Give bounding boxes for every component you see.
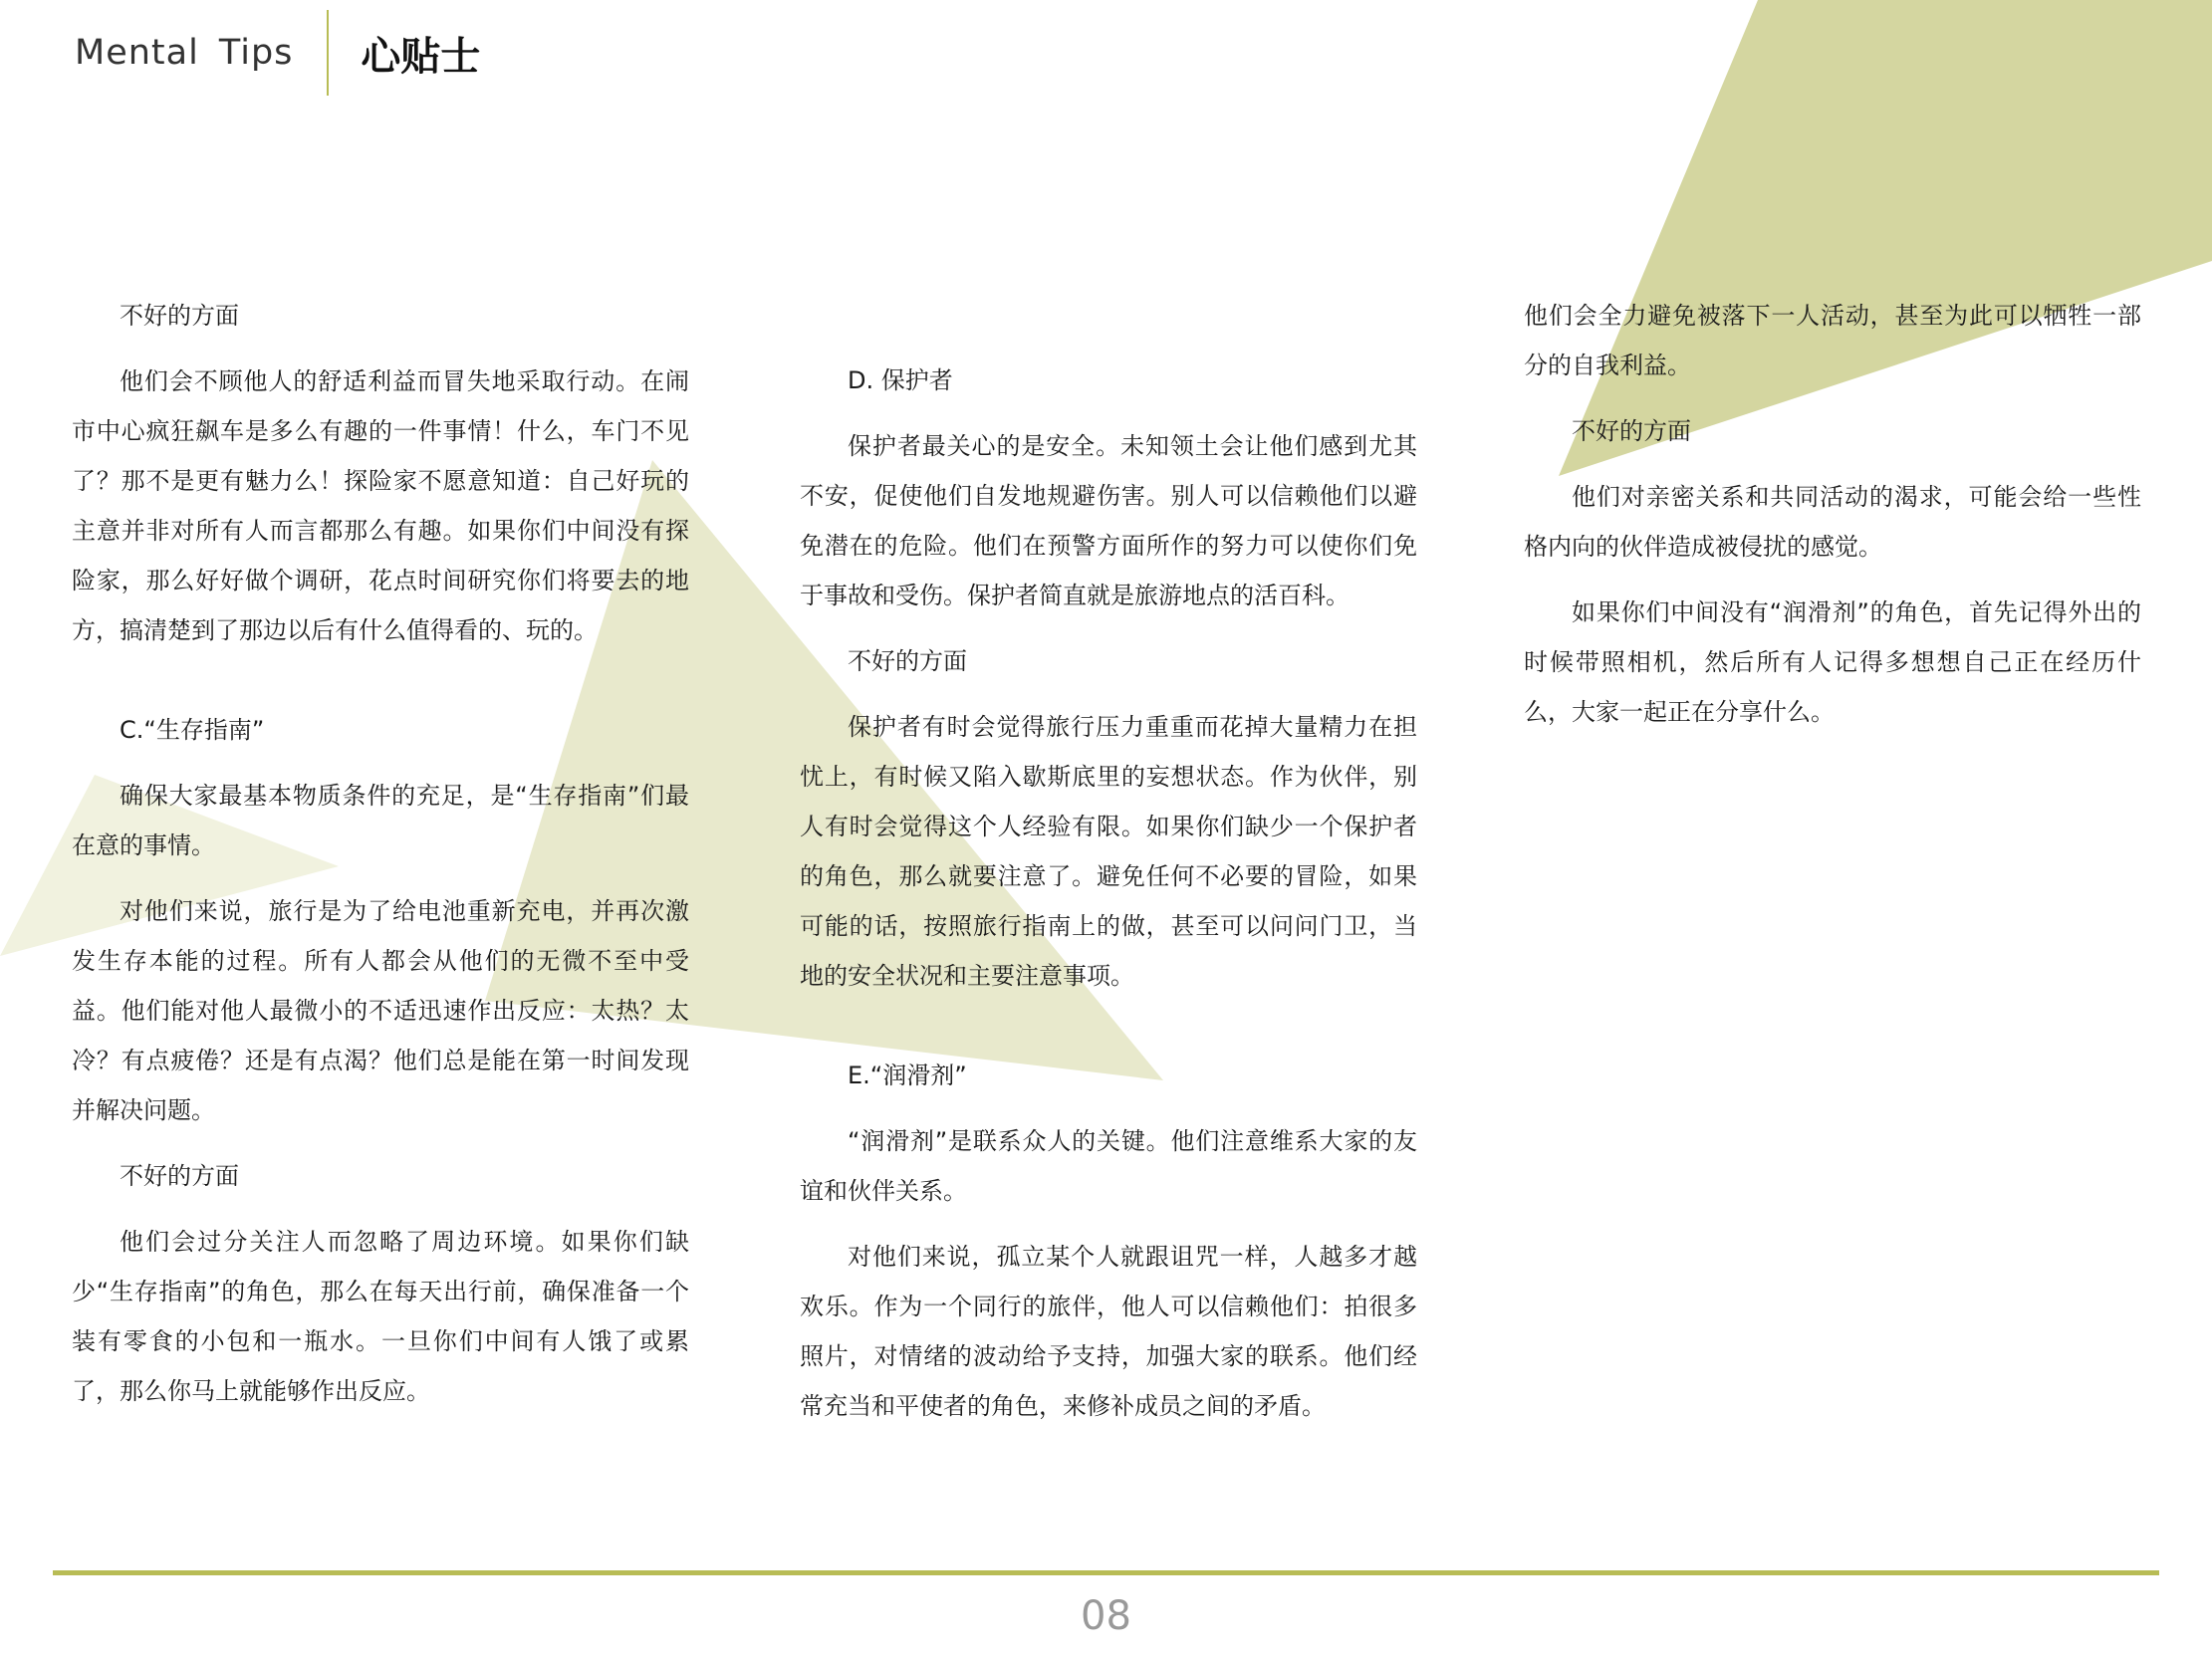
paragraph: 确保大家最基本物质条件的充足，是“生存指南”们最在意的事情。: [72, 782, 689, 859]
paragraph: 保护者有时会觉得旅行压力重重而花掉大量精力在担忧上，有时候又陷入歇斯底里的妄想状态。作为伙伴，别人有时会觉得这个人经验有限。如果你们缺少一个保护者的角色，那么就要注意了。避免任何不必要的冒险，如果可能的话，按照旅行指南上的做，甚至可以问问门卫，当地的安全状况和主要注意事项。: [800, 713, 1417, 990]
page-header: [75, 18, 480, 88]
text-column-2: [800, 355, 1417, 1447]
section-heading: C.“生存指南”: [120, 716, 265, 744]
header-title-en: Mental Tips: [75, 33, 294, 73]
section-heading: D. 保护者: [848, 366, 953, 394]
paragraph: 对他们来说，孤立某个人就跟诅咒一样，人越多才越欢乐。作为一个同行的旅伴，他人可以信赖他们：拍很多照片，对情绪的波动给予支持，加强大家的联系。他们经常充当和平使者的角色，来修补成员之间的矛盾。: [800, 1243, 1417, 1420]
paragraph-continued: 他们会全力避免被落下一人活动，甚至为此可以牺牲一部分的自我利益。: [1524, 302, 2141, 379]
section-heading: E.“润滑剂”: [848, 1062, 967, 1089]
text-column-3: [1524, 291, 2141, 753]
header-divider: [327, 10, 329, 96]
page-number: 08: [1081, 1593, 1131, 1639]
paragraph: 他们会过分关注人而忽略了周边环境。如果你们缺少“生存指南”的角色，那么在每天出行前，确保准备一个装有零食的小包和一瓶水。一旦你们中间有人饿了或累了，那么你马上就能够作出反应。: [72, 1228, 689, 1405]
subheading: 不好的方面: [120, 302, 239, 330]
paragraph: 保护者最关心的是安全。未知领土会让他们感到尤其不安，促使他们自发地规避伤害。别人可以信赖他们以避免潜在的危险。他们在预警方面所作的努力可以使你们免于事故和受伤。保护者简直就是旅游地点的活百科。: [800, 432, 1417, 609]
paragraph: 他们对亲密关系和共同活动的渴求，可能会给一些性格内向的伙伴造成被侵扰的感觉。: [1524, 483, 2141, 561]
subheading: 不好的方面: [848, 647, 967, 675]
footer-rule: [53, 1570, 2159, 1575]
subheading: 不好的方面: [120, 1162, 239, 1190]
subheading: 不好的方面: [1572, 417, 1691, 445]
header-title-zh: 心贴士: [361, 32, 481, 80]
paragraph: 如果你们中间没有“润滑剂”的角色，首先记得外出的时候带照相机，然后所有人记得多想想自己正在经历什么，大家一起正在分享什么。: [1524, 598, 2141, 726]
text-column-1: [72, 291, 689, 1432]
paragraph: “润滑剂”是联系众人的关键。他们注意维系大家的友谊和伙伴关系。: [800, 1127, 1417, 1205]
paragraph: 对他们来说，旅行是为了给电池重新充电，并再次激发生存本能的过程。所有人都会从他们的无微不至中受益。他们能对他人最微小的不适迅速作出反应：太热？太冷？有点疲倦？还是有点渴？他们总是能在第一时间发现并解决问题。: [72, 897, 689, 1124]
paragraph: 他们会不顾他人的舒适利益而冒失地采取行动。在闹市中心疯狂飙车是多么有趣的一件事情！什么，车门不见了？那不是更有魅力么！探险家不愿意知道：自己好玩的主意并非对所有人而言都那么有趣。如果你们中间没有探险家，那么好好做个调研，花点时间研究你们将要去的地方，搞清楚到了那边以后有什么值得看的、玩的。: [72, 367, 689, 644]
